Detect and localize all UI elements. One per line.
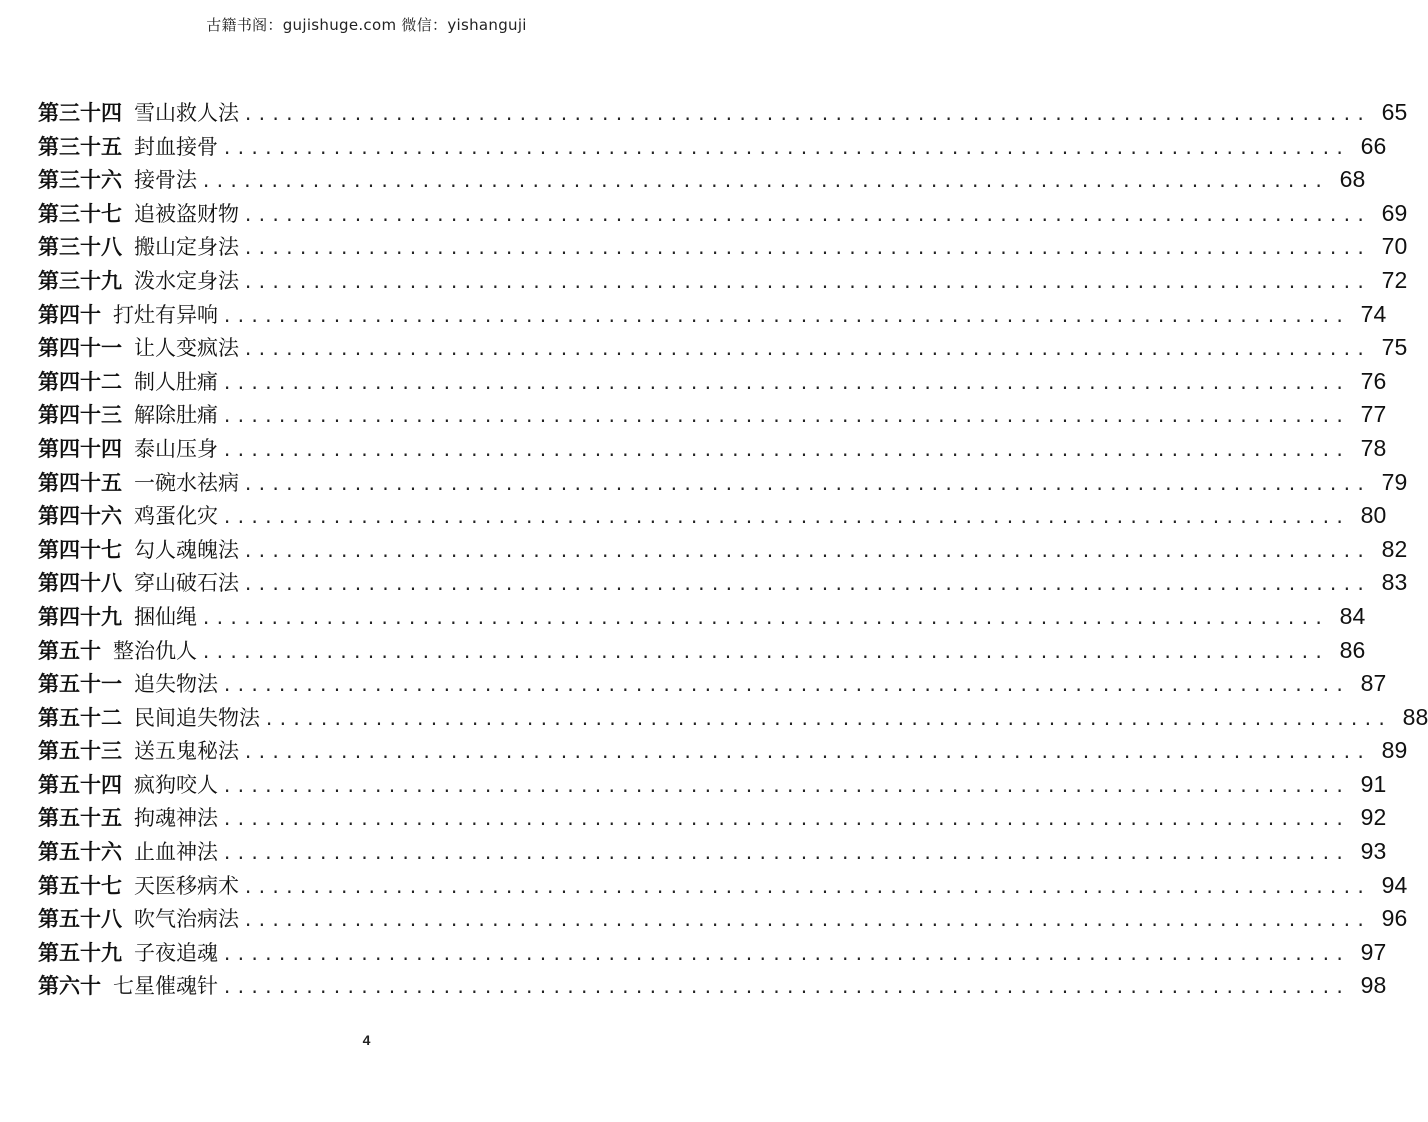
chapter-title: 吹气治病法 xyxy=(134,907,239,932)
toc-entry xyxy=(38,264,1408,298)
chapter-page-number: 70 xyxy=(1381,233,1408,260)
chapter-page-number: 74 xyxy=(1360,300,1387,327)
chapter-page-number: 86 xyxy=(1339,636,1366,663)
dot-leader: .................................................................................. xyxy=(264,709,1391,730)
toc-entry xyxy=(38,600,1366,634)
chapter-page-number: 69 xyxy=(1381,199,1408,226)
toc-entry xyxy=(38,634,1366,668)
chapter-number: 第四十四 xyxy=(38,436,122,461)
chapter-number: 第三十五 xyxy=(38,134,122,159)
chapter-page-number: 89 xyxy=(1381,737,1408,764)
chapter-title: 泰山压身 xyxy=(134,436,218,461)
dot-leader: .................................................................................. xyxy=(222,810,1349,831)
chapter-number: 第五十六 xyxy=(38,840,122,865)
chapter-page-number: 82 xyxy=(1381,535,1408,562)
chapter-page-number: 78 xyxy=(1360,434,1387,461)
dot-leader: .................................................................................. xyxy=(201,608,1328,629)
chapter-title: 止血神法 xyxy=(134,840,218,865)
chapter-number: 第五十五 xyxy=(38,806,122,831)
toc-entry xyxy=(38,835,1387,869)
toc-entry xyxy=(38,331,1408,365)
dot-leader: .................................................................................. xyxy=(222,944,1349,965)
chapter-number: 第五十一 xyxy=(38,672,122,697)
chapter-number: 第三十八 xyxy=(38,235,122,260)
toc-entry xyxy=(38,902,1408,936)
dot-leader: .................................................................................. xyxy=(243,105,1370,125)
chapter-title: 捆仙绳 xyxy=(134,604,197,629)
toc-entry xyxy=(38,701,1428,735)
chapter-page-number: 80 xyxy=(1360,502,1387,529)
chapter-number: 第四十一 xyxy=(38,336,122,361)
dot-leader: .................................................................................. xyxy=(222,844,1349,865)
chapter-page-number: 93 xyxy=(1360,838,1387,865)
dot-leader: .................................................................................. xyxy=(222,373,1349,394)
chapter-number: 第五十八 xyxy=(38,907,122,932)
toc-entry xyxy=(38,533,1408,567)
chapter-title: 雪山救人法 xyxy=(134,101,239,125)
table-of-contents xyxy=(38,96,1428,1003)
toc-entry xyxy=(38,230,1408,264)
chapter-number: 第四十八 xyxy=(38,571,122,596)
chapter-title: 拘魂神法 xyxy=(134,806,218,831)
chapter-page-number: 97 xyxy=(1360,938,1387,965)
dot-leader: .................................................................................. xyxy=(222,138,1349,159)
chapter-title: 送五鬼秘法 xyxy=(134,739,239,764)
dot-leader: .................................................................................. xyxy=(222,407,1349,428)
toc-entry xyxy=(38,667,1387,701)
chapter-number: 第三十九 xyxy=(38,268,122,293)
toc-entry xyxy=(38,96,1408,130)
chapter-title: 泼水定身法 xyxy=(134,268,239,293)
chapter-number: 第三十四 xyxy=(38,101,122,125)
dot-leader: .................................................................................. xyxy=(243,340,1370,361)
toc-entry xyxy=(38,566,1408,600)
chapter-title: 接骨法 xyxy=(134,168,197,193)
chapter-page-number: 91 xyxy=(1360,770,1387,797)
chapter-title: 一碗水祛病 xyxy=(134,470,239,495)
toc-entry xyxy=(38,801,1387,835)
page-number: 4 xyxy=(362,1032,371,1048)
dot-leader: .................................................................................. xyxy=(243,877,1370,898)
toc-entry xyxy=(38,936,1387,970)
toc-entry xyxy=(38,298,1387,332)
chapter-title: 制人肚痛 xyxy=(134,369,218,394)
dot-leader: .................................................................................. xyxy=(243,911,1370,932)
chapter-title: 整治仇人 xyxy=(113,638,197,663)
chapter-page-number: 76 xyxy=(1360,367,1387,394)
chapter-title: 天医移病术 xyxy=(134,873,239,898)
chapter-page-number: 68 xyxy=(1339,166,1366,193)
chapter-page-number: 83 xyxy=(1381,569,1408,596)
chapter-number: 第四十 xyxy=(38,302,101,327)
dot-leader: .................................................................................. xyxy=(243,205,1370,226)
chapter-number: 第四十五 xyxy=(38,470,122,495)
chapter-title: 疯狗咬人 xyxy=(134,772,218,797)
toc-entry xyxy=(38,969,1387,1003)
toc-entry xyxy=(38,398,1387,432)
toc-entry xyxy=(38,130,1387,164)
chapter-title: 让人变疯法 xyxy=(134,336,239,361)
chapter-number: 第五十 xyxy=(38,638,101,663)
chapter-page-number: 92 xyxy=(1360,804,1387,831)
dot-leader: .................................................................................. xyxy=(243,743,1370,764)
dot-leader: .................................................................................. xyxy=(222,508,1349,529)
chapter-page-number: 77 xyxy=(1360,401,1387,428)
chapter-title: 民间追失物法 xyxy=(134,705,260,730)
toc-entry xyxy=(38,197,1408,231)
chapter-page-number: 75 xyxy=(1381,334,1408,361)
chapter-title: 鸡蛋化灾 xyxy=(134,504,218,529)
chapter-number: 第四十七 xyxy=(38,537,122,562)
chapter-title: 解除肚痛 xyxy=(134,403,218,428)
dot-leader: .................................................................................. xyxy=(201,642,1328,663)
chapter-number: 第四十三 xyxy=(38,403,122,428)
dot-leader: .................................................................................. xyxy=(222,440,1349,461)
watermark-text: 古籍书阁：gujishuge.com 微信：yishanguji xyxy=(206,16,527,34)
chapter-number: 第三十七 xyxy=(38,201,122,226)
chapter-page-number: 72 xyxy=(1381,266,1408,293)
chapter-number: 第三十六 xyxy=(38,168,122,193)
chapter-page-number: 96 xyxy=(1381,905,1408,932)
chapter-number: 第五十七 xyxy=(38,873,122,898)
dot-leader: .................................................................................. xyxy=(222,776,1349,797)
chapter-page-number: 98 xyxy=(1360,972,1387,999)
chapter-page-number: 65 xyxy=(1381,99,1408,125)
chapter-number: 第五十三 xyxy=(38,739,122,764)
chapter-number: 第五十二 xyxy=(38,705,122,730)
toc-entry xyxy=(38,768,1387,802)
toc-entry xyxy=(38,869,1408,903)
chapter-title: 追失物法 xyxy=(134,672,218,697)
dot-leader: .................................................................................. xyxy=(222,676,1349,697)
chapter-title: 穿山破石法 xyxy=(134,571,239,596)
chapter-page-number: 88 xyxy=(1402,703,1428,730)
dot-leader: .................................................................................. xyxy=(222,306,1349,327)
chapter-number: 第四十九 xyxy=(38,604,122,629)
toc-entry xyxy=(38,432,1387,466)
chapter-page-number: 94 xyxy=(1381,871,1408,898)
dot-leader: .................................................................................. xyxy=(243,474,1370,495)
dot-leader: .................................................................................. xyxy=(243,541,1370,562)
chapter-title: 追被盗财物 xyxy=(134,201,239,226)
toc-entry xyxy=(38,734,1408,768)
chapter-title: 勾人魂魄法 xyxy=(134,537,239,562)
dot-leader: .................................................................................. xyxy=(201,172,1328,193)
chapter-page-number: 84 xyxy=(1339,602,1366,629)
toc-entry xyxy=(38,163,1366,197)
toc-entry xyxy=(38,365,1387,399)
chapter-title: 封血接骨 xyxy=(134,134,218,159)
dot-leader: .................................................................................. xyxy=(243,575,1370,596)
chapter-number: 第五十九 xyxy=(38,940,122,965)
chapter-title: 搬山定身法 xyxy=(134,235,239,260)
chapter-number: 第六十 xyxy=(38,974,101,999)
chapter-title: 七星催魂针 xyxy=(113,974,218,999)
chapter-title: 打灶有异响 xyxy=(113,302,218,327)
chapter-page-number: 66 xyxy=(1360,132,1387,159)
chapter-title: 子夜追魂 xyxy=(134,940,218,965)
dot-leader: .................................................................................. xyxy=(243,272,1370,293)
dot-leader: .................................................................................. xyxy=(222,978,1349,999)
chapter-number: 第五十四 xyxy=(38,772,122,797)
toc-entry xyxy=(38,466,1408,500)
chapter-number: 第四十六 xyxy=(38,504,122,529)
dot-leader: .................................................................................. xyxy=(243,239,1370,260)
toc-entry xyxy=(38,499,1387,533)
chapter-page-number: 87 xyxy=(1360,670,1387,697)
chapter-page-number: 79 xyxy=(1381,468,1408,495)
chapter-number: 第四十二 xyxy=(38,369,122,394)
